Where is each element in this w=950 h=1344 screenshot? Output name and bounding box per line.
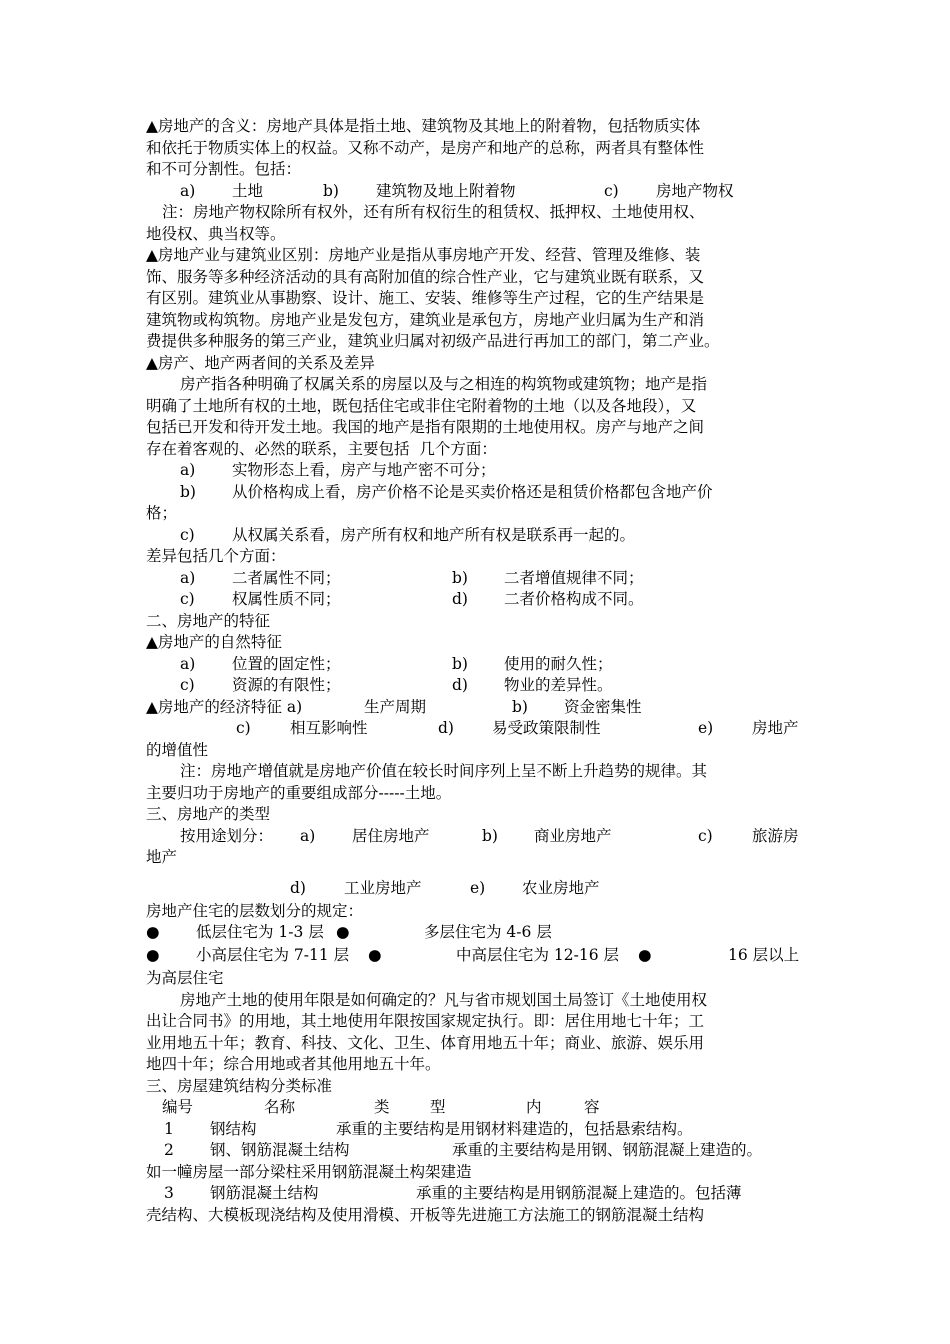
list-marker: a) — [180, 181, 196, 200]
list-item-text: 二者属性不同； — [232, 568, 341, 587]
column-header: 型 — [430, 1098, 446, 1116]
table-cell: 2 — [164, 1141, 174, 1159]
list-marker: b) — [512, 697, 528, 716]
section-heading — [146, 353, 814, 375]
table-cell: 1 — [164, 1119, 174, 1138]
list-row — [146, 589, 814, 611]
list-marker: a) — [300, 826, 316, 845]
document-page — [146, 116, 814, 1226]
text-line — [146, 267, 814, 289]
section-heading — [146, 1076, 814, 1098]
text-line — [146, 783, 814, 805]
table-cell: 钢、钢筋混凝土结构 — [210, 1141, 350, 1159]
list-item-text: 资源的有限性； — [232, 676, 341, 694]
table-row — [146, 1183, 814, 1205]
list-row — [146, 181, 814, 203]
paragraph-text: ▲房地产业与建筑业区别：房地产业是指从事房地产开发、经营、管理及维修、装 — [146, 246, 701, 264]
list-item-text: 地产 — [146, 848, 178, 866]
text-line — [146, 503, 814, 525]
text-line — [146, 847, 814, 869]
bullet-icon: ● — [638, 946, 652, 964]
paragraph-text: 房地产住宅的层数划分的规定： — [146, 901, 364, 920]
list-item-text: 二者增值规律不同； — [504, 568, 644, 587]
text-line — [146, 546, 814, 568]
note-text: 注：房地产物权除所有权外，还有所有权衍生的租赁权、抵押权、土地使用权、 — [162, 203, 705, 221]
text-line — [146, 331, 814, 353]
list-row — [146, 525, 814, 547]
list-item-text: 的增值性 — [146, 740, 209, 759]
table-cell: 如一幢房屋一部分梁柱采用钢筋混凝土构架建造 — [146, 1162, 472, 1181]
paragraph-text: 存在着客观的、必然的联系，主要包括 几个方面： — [146, 439, 497, 458]
text-line — [146, 901, 814, 923]
text-line — [146, 740, 814, 762]
list-item-text: 为高层住宅 — [146, 969, 224, 987]
paragraph-text: 出让合同书》的用地，其土地使用年限按国家规定执行。即：居住用地七十年；工 — [146, 1012, 705, 1030]
paragraph-text: 有区别。建筑业从事勘察、设计、施工、安装、维修等生产过程，它的生产结果是 — [146, 289, 705, 307]
table-cell: 承重的主要结构是用钢筋混凝上建造的。包括薄 — [416, 1184, 742, 1202]
note-text: 主要归功于房地产的重要组成部分-----土地。 — [146, 783, 452, 802]
list-item-text: 工业房地产 — [344, 878, 422, 897]
list-item-text: 土地 — [232, 181, 264, 200]
table-cell: 钢结构 — [210, 1119, 257, 1138]
paragraph-text: 房地产土地的使用年限是如何确定的？凡与省市规划国土局签订《土地使用权 — [180, 990, 708, 1009]
list-marker: a) — [180, 461, 196, 479]
text-line — [146, 159, 814, 181]
heading-text: 三、房屋建筑结构分类标准 — [146, 1076, 333, 1095]
heading-text: 三、房地产的类型 — [146, 805, 271, 823]
list-item-text: 多层住宅为 4-6 层 — [424, 923, 552, 941]
list-item-text: 房地产物权 — [656, 181, 734, 200]
bullet-icon: ● — [146, 946, 160, 964]
list-row — [146, 718, 814, 740]
list-item-text: 相互影响性 — [290, 719, 368, 737]
table-row — [146, 1140, 814, 1162]
paragraph-text: 包括已开发和待开发土地。我国的地产是指有限期的土地使用权。房产与地产之间 — [146, 418, 705, 436]
list-item-text: 物业的差异性。 — [504, 676, 613, 694]
text-line — [146, 1205, 814, 1227]
list-item-text: 农业房地产 — [522, 878, 600, 897]
list-item-text: 实物形态上看，房产与地产密不可分； — [232, 461, 496, 479]
column-header: 编号 — [162, 1098, 194, 1116]
list-row — [146, 482, 814, 504]
paragraph-text: 饰、服务等多种经济活动的具有高附加值的综合性产业，它与建筑业既有联系，又 — [146, 267, 705, 286]
list-row — [146, 826, 814, 848]
list-marker: a) — [180, 568, 196, 587]
paragraph-text: 房产指各种明确了权属关系的房屋以及与之相连的构筑物或建筑物；地产是指 — [180, 375, 708, 393]
paragraph-text: 差异包括几个方面： — [146, 547, 286, 565]
note-text: 注：房地产增值就是房地产价值在较长时间序列上呈不断上升趋势的规律。其 — [180, 762, 708, 780]
list-marker: d) — [452, 676, 468, 694]
list-item-text: 从价格构成上看，房产价格不论是买卖价格还是租赁价格都包含地产价 — [232, 482, 713, 501]
list-marker: c) — [180, 525, 195, 544]
text-line — [146, 202, 814, 224]
paragraph-text: 和依托于物质实体上的权益。又称不动产，是房产和地产的总称，两者具有整体性 — [146, 138, 705, 157]
list-item-text: 房地产 — [752, 719, 799, 737]
list-marker: c) — [180, 590, 195, 608]
text-line — [146, 1162, 814, 1184]
text-line — [146, 439, 814, 461]
list-item-text: 16 层以上 — [728, 946, 800, 964]
text-line — [146, 116, 814, 138]
text-line — [146, 138, 814, 160]
list-marker: d) — [452, 590, 468, 608]
list-item-text: 商业房地产 — [534, 826, 612, 845]
heading-text: ▲房地产的自然特征 — [146, 633, 282, 651]
list-marker: e) — [470, 878, 486, 897]
list-item-text: 格； — [146, 504, 178, 522]
text-line — [146, 990, 814, 1012]
list-item-text: 易受政策限制性 — [492, 719, 601, 737]
paragraph-text: 建筑物或构筑物。房地产业是发包方，建筑业是承包方，房地产业归属为生产和消 — [146, 310, 705, 329]
heading-text: ▲房地产的经济特征 a) — [146, 697, 303, 716]
list-item-text: 低层住宅为 1-3 层 — [196, 923, 324, 941]
heading-text: ▲房产、地产两者间的关系及差异 — [146, 353, 375, 372]
table-cell: 壳结构、大模板现浇结构及使用滑模、开板等先进施工方法施工的钢筋混凝土结构 — [146, 1205, 705, 1224]
list-row — [146, 654, 814, 676]
list-item-text: 权属性质不同； — [232, 590, 341, 608]
list-marker: b) — [452, 654, 468, 673]
bullet-icon: ● — [336, 923, 350, 941]
list-item-text: 居住房地产 — [352, 826, 430, 845]
table-cell: 承重的主要结构是用钢、钢筋混凝上建造的。 — [452, 1141, 763, 1159]
list-row — [146, 869, 814, 901]
paragraph-text: 明确了土地所有权的土地，既包括住宅或非住宅附着物的土地（以及各地段），又 — [146, 396, 697, 415]
list-marker: e) — [698, 719, 714, 737]
list-row — [146, 922, 814, 945]
list-marker: b) — [482, 826, 498, 845]
list-item-text: 资金密集性 — [564, 697, 642, 716]
list-item-text: 二者价格构成不同。 — [504, 590, 644, 608]
paragraph-text: 业用地五十年；教育、科技、文化、卫生、体育用地五十年；商业、旅游、娱乐用 — [146, 1033, 705, 1052]
list-marker: b) — [452, 568, 468, 587]
column-header: 类 — [374, 1098, 390, 1116]
list-item-text: 小高层住宅为 7-11 层 — [196, 946, 350, 964]
text-line — [146, 374, 814, 396]
table-row — [146, 1119, 814, 1141]
text-line — [146, 968, 814, 990]
text-line — [146, 1054, 814, 1076]
list-row — [146, 697, 814, 719]
list-row — [146, 945, 814, 968]
paragraph-text: ▲房地产的含义：房地产具体是指土地、建筑物及其地上的附着物，包括物质实体 — [146, 117, 701, 135]
table-cell: 3 — [164, 1184, 174, 1202]
paragraph-text: 地四十年；综合用地或者其他用地五十年。 — [146, 1055, 441, 1073]
heading-text: 二、房地产的特征 — [146, 611, 271, 630]
section-heading — [146, 632, 814, 654]
list-row — [146, 460, 814, 482]
column-header: 名称 — [264, 1098, 296, 1116]
table-header — [146, 1097, 814, 1119]
list-marker: b) — [180, 482, 196, 501]
text-line — [146, 761, 814, 783]
table-cell: 钢筋混凝土结构 — [210, 1184, 319, 1202]
list-item-text: 从权属关系看，房产所有权和地产所有权是联系再一起的。 — [232, 525, 636, 544]
text-line — [146, 288, 814, 310]
note-text: 地役权、典当权等。 — [146, 224, 286, 243]
text-line — [146, 310, 814, 332]
paragraph-text: 费提供多种服务的第三产业，建筑业归属对初级产品进行再加工的部门，第二产业。 — [146, 332, 720, 350]
list-marker: c) — [604, 181, 619, 200]
section-heading — [146, 804, 814, 826]
list-marker: c) — [236, 719, 251, 737]
column-header: 容 — [584, 1098, 600, 1116]
list-item-text: 中高层住宅为 12-16 层 — [456, 946, 620, 964]
text-line — [146, 396, 814, 418]
list-label: 按用途划分： — [180, 826, 274, 845]
table-cell: 承重的主要结构是用钢材料建造的，包括悬索结构。 — [336, 1119, 693, 1138]
list-item-text: 使用的耐久性； — [504, 654, 613, 673]
list-item-text: 旅游房 — [752, 826, 799, 845]
list-row — [146, 568, 814, 590]
paragraph-text: 和不可分割性。包括： — [146, 160, 302, 178]
list-marker: d) — [438, 719, 454, 737]
section-heading — [146, 611, 814, 633]
list-marker: d) — [290, 878, 306, 897]
list-marker: c) — [698, 826, 713, 845]
text-line — [146, 224, 814, 246]
list-item-text: 位置的固定性； — [232, 654, 341, 673]
column-header: 内 — [526, 1098, 542, 1116]
text-line — [146, 1033, 814, 1055]
list-item-text: 生产周期 — [364, 697, 427, 716]
bullet-icon: ● — [146, 923, 160, 941]
text-line — [146, 245, 814, 267]
list-marker: a) — [180, 654, 196, 673]
list-marker: c) — [180, 676, 195, 694]
bullet-icon: ● — [368, 946, 382, 964]
list-item-text: 建筑物及地上附着物 — [376, 181, 516, 200]
text-line — [146, 1011, 814, 1033]
text-line — [146, 417, 814, 439]
list-marker: b) — [323, 181, 339, 200]
list-row — [146, 675, 814, 697]
